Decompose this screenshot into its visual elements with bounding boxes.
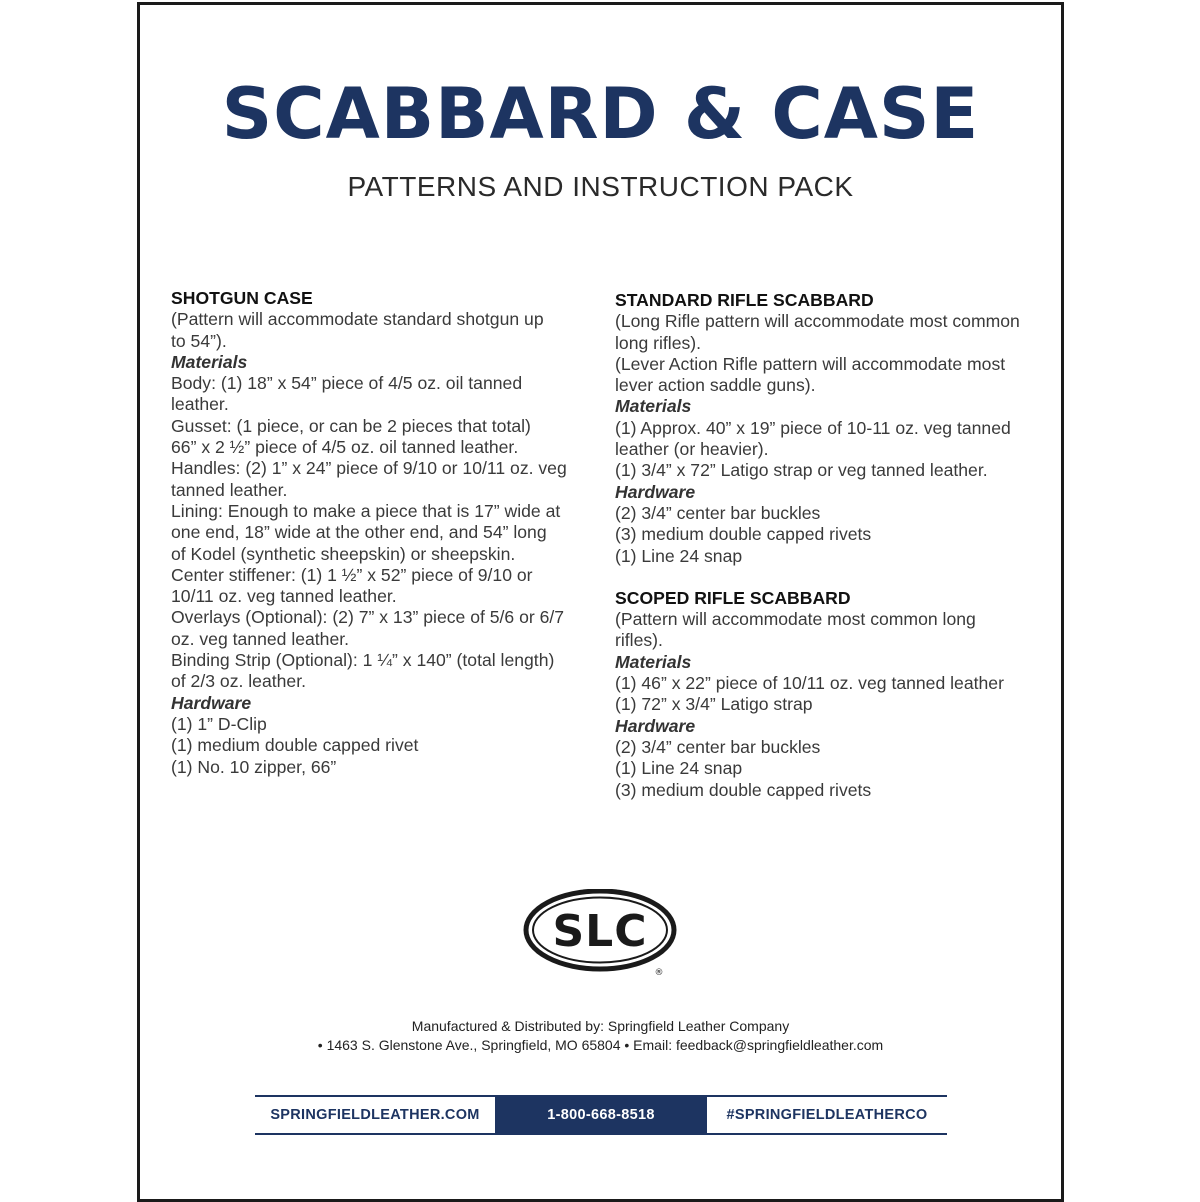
hardware-line: (3) medium double capped rivets [615, 779, 872, 800]
address-line: • 1463 S. Glenstone Ave., Springfield, MO 65804 • Email: feedback@springfieldleather.com [317, 1037, 884, 1053]
material-line: Binding Strip (Optional): 1 ¼” x 140” (total length) [171, 650, 555, 671]
hardware-line: (3) medium double capped rivets [615, 524, 872, 545]
hardware-subheading: Hardware [171, 692, 252, 713]
material-line: (1) 72” x 3/4” Latigo strap [615, 694, 813, 715]
intro-line: long rifles). [615, 332, 702, 353]
material-line: Overlays (Optional): (2) 7” x 13” piece of 5/6 or 6/7 [171, 607, 565, 628]
material-line: (1) Approx. 40” x 19” piece of 10-11 oz. veg tanned [615, 417, 1011, 438]
material-line: 66” x 2 ½” piece of 4/5 oz. oil tanned leather. [171, 437, 519, 458]
intro-line: (Pattern will accommodate most common long [615, 609, 976, 630]
material-line: Handles: (2) 1” x 24” piece of 9/10 or 10/11 oz. veg [171, 458, 567, 479]
hardware-line: (1) Line 24 snap [615, 758, 743, 779]
slc-logo [523, 889, 679, 977]
materials-subheading: Materials [615, 651, 692, 672]
section-spacer [615, 567, 1045, 588]
intro-line: to 54”). [171, 330, 227, 351]
shotgun-case-section [171, 288, 571, 778]
hardware-line: (1) Line 24 snap [615, 545, 743, 566]
material-line: Lining: Enough to make a piece that is 17” wide at [171, 500, 561, 521]
hardware-subheading: Hardware [615, 481, 696, 502]
materials-subheading: Materials [171, 351, 248, 372]
document-subtitle: PATTERNS AND INSTRUCTION PACK [347, 171, 854, 202]
slc-logo-text: SLC [552, 906, 648, 957]
intro-line: (Lever Action Rifle pattern will accommodate most [615, 353, 1006, 374]
section-heading: SHOTGUN CASE [171, 288, 313, 308]
material-line: Gusset: (1 piece, or can be 2 pieces that total) [171, 415, 531, 436]
rifle-scabbards-column [615, 290, 1045, 801]
material-line: Body: (1) 18” x 54” piece of 4/5 oz. oil tanned [171, 373, 523, 394]
registered-mark: ® [654, 968, 664, 977]
material-line: of Kodel (synthetic sheepskin) or sheepskin. [171, 543, 516, 564]
material-line: leather (or heavier). [615, 439, 769, 460]
intro-line: (Pattern will accommodate standard shotgun up [171, 309, 544, 330]
website-link[interactable]: SPRINGFIELDLEATHER.COM [270, 1107, 480, 1123]
hardware-subheading: Hardware [615, 715, 696, 736]
materials-subheading: Materials [615, 396, 692, 417]
material-line: (1) 3/4” x 72” Latigo strap or veg tanned leather. [615, 460, 988, 481]
phone-number: 1-800-668-8518 [495, 1097, 707, 1133]
intro-line: rifles). [615, 630, 663, 651]
material-line: 10/11 oz. veg tanned leather. [171, 586, 397, 607]
hardware-line: (2) 3/4” center bar buckles [615, 736, 821, 757]
document-page [137, 2, 1064, 1202]
material-line: leather. [171, 394, 229, 415]
manufacturer-info [140, 1017, 1061, 1055]
hardware-line: (1) No. 10 zipper, 66” [171, 756, 337, 777]
intro-line: (Long Rifle pattern will accommodate most common [615, 311, 1020, 332]
material-line: (1) 46” x 22” piece of 10/11 oz. veg tanned leather [615, 673, 1004, 694]
manufacturer-line: Manufactured & Distributed by: Springfield Leather Company [411, 1018, 790, 1034]
section-heading: SCOPED RIFLE SCABBARD [615, 587, 851, 608]
hardware-line: (1) 1” D-Clip [171, 713, 267, 734]
material-line: one end, 18” wide at the other end, and 54” long [171, 522, 547, 543]
material-line: of 2/3 oz. leather. [171, 671, 306, 692]
hashtag: #SPRINGFIELDLEATHERCO [726, 1107, 928, 1123]
footer-bar [255, 1095, 947, 1135]
section-heading: STANDARD RIFLE SCABBARD [615, 290, 874, 310]
intro-line: lever action saddle guns). [615, 375, 816, 396]
hardware-line: (2) 3/4” center bar buckles [615, 502, 821, 523]
material-line: Center stiffener: (1) 1 ½” x 52” piece of 9/10 or [171, 564, 533, 585]
document-title: SCABBARD & CASE [221, 73, 980, 155]
material-line: tanned leather. [171, 479, 288, 500]
material-line: oz. veg tanned leather. [171, 628, 350, 649]
hardware-line: (1) medium double capped rivet [171, 735, 419, 756]
